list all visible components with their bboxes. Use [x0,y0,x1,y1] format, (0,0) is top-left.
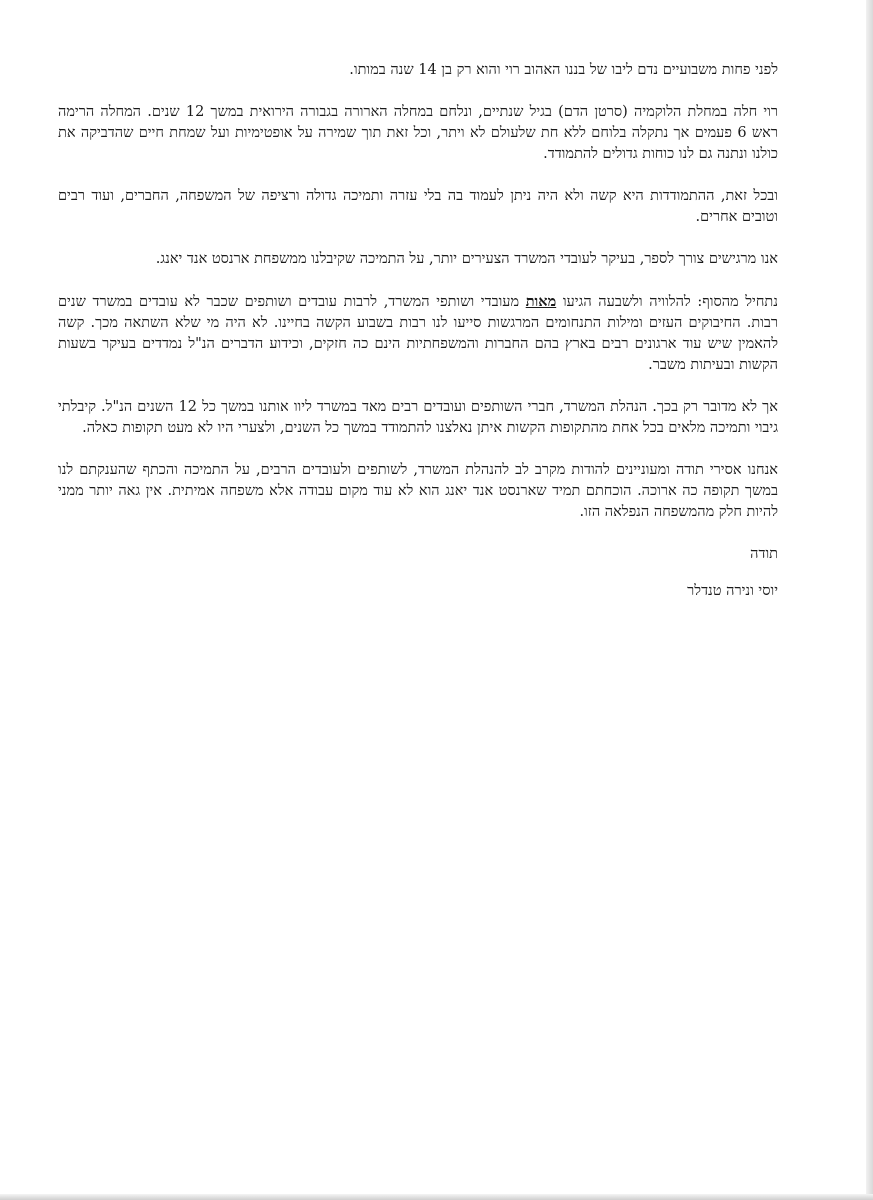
scan-edge-right [866,0,873,1200]
paragraph-funeral [58,291,778,376]
paragraph-illness: רוי חלה במחלת הלוקמיה (סרטן הדם) בגיל שנתיים, ונלחם במחלה הארורה בגבורה הירואית במשך 12 שנים. המחלה הרימה ראש 6 פעמים אך נתקלה בלוחם ללא חת שלעולם לא ויתר, וכל זאת תוך שמירה על אופטימיות ועל שמחת חיים שהדביקה את כולנו ונתנה גם לנו כוחות גדולים להתמודד. [58,104,779,162]
paragraph-support: ובכל זאת, ההתמודדות היא קשה ולא היה ניתן לעמוד בה בלי עזרה ותמיכה גדולה ורציפה של המשפחה, החברים, ועוד רבים וטובים אחרים. [58,188,778,225]
closing-thanks: תודה [750,546,778,562]
signature: יוסי ונירה טנדלר [687,583,778,599]
paragraph-thanks: אנחנו אסירי תודה ומעוניינים להודות מקרב לב להנהלת המשרד, לשותפים ולעובדים הרבים, על התמיכה והכתף שהענקתם לנו במשך תקופה כה ארוכה. הוכחתם תמיד שארנסט אנד יאנג הוא לא עוד מקום עבודה אלא משפחה אמיתית. אין גאה יותר ממני להיות חלק מהמשפחה הנפלאה הזו. [58,462,778,520]
scan-edge-bottom [0,1194,873,1200]
paragraph-opening: לפני פחות משבועיים נדם ליבו של בננו האהוב רוי והוא רק בן 14 שנה במותו. [349,62,778,78]
paragraph-firm: אנו מרגישים צורך לספר, בעיקר לעובדי המשרד הצעירים יותר, על התמיכה שקיבלנו ממשפחת ארנסט אנד יאנג. [155,251,778,267]
funeral-text-start: נתחיל מהסוף: להלוויה ולשבעה הגיעו [556,294,778,310]
emphasized-word: מאות [525,293,557,310]
paragraph-management: אך לא מדובר רק בכך. הנהלת המשרד, חברי השותפים ועובדים רבים מאד במשרד ליוו אותנו במשך כל 12 השנים הנ"ל. קיבלתי גיבוי ותמיכה מלאים בכל אחת מהתקופות הקשות איתן נאלצנו להתמודד במשך כל השנים, ולצערי היו לא מעט תקופות כאלה. [58,399,778,436]
funeral-text-end: מעובדי ושותפי המשרד, לרבות עובדים ושותפים שכבר לא עובדים במשרד שנים רבות. החיבוקים העזים ומילות התנחומים המרגשות סייעו לנו רבות בשבוע הקשה בחיינו. לא היה מי שלא השתאה מכך. קשה להאמין שיש עוד ארגונים רבים בארץ בהם החברות והמשפחתיות הינם כה חזקים, וכידוע הדברים הנ"ל נמדדים בעיקר בשעות הקשות ובעיתות משבר. [58,294,778,373]
letter-body [58,60,778,602]
